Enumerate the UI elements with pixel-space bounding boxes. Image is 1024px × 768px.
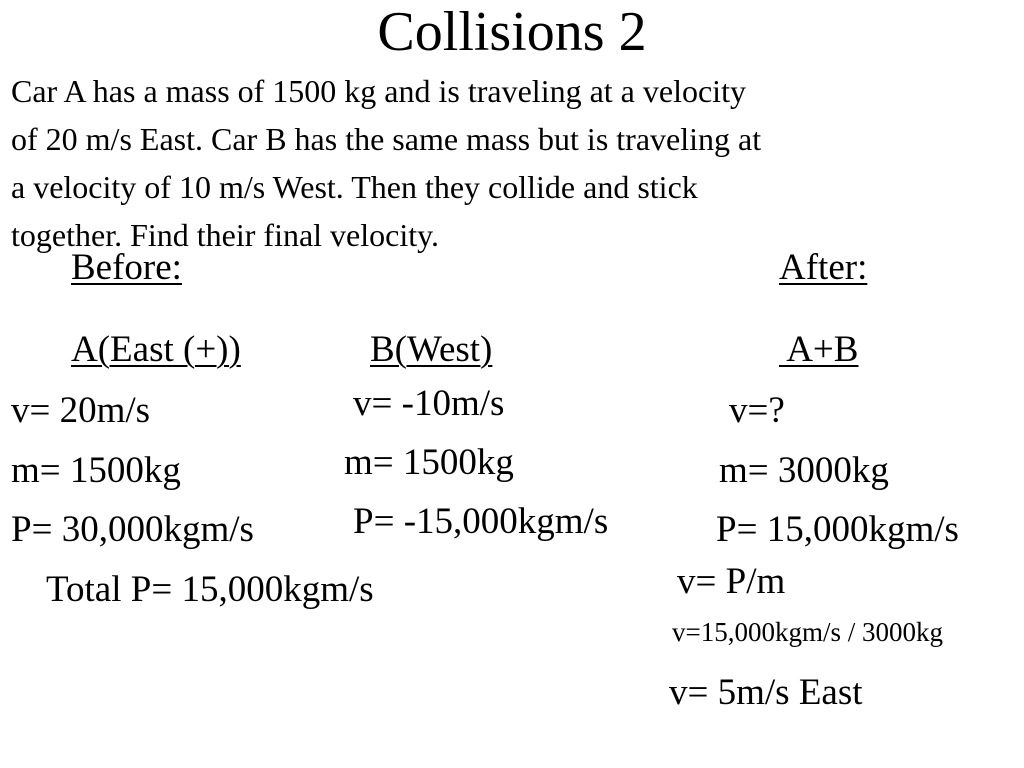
car-a-heading: A(East (+)) xyxy=(71,329,241,370)
car-b-heading: B(West) xyxy=(370,329,493,370)
combined-heading: A+B xyxy=(779,329,859,370)
final-answer: v= 5m/s East xyxy=(669,672,863,713)
total-momentum: Total P= 15,000kgm/s xyxy=(46,569,374,610)
combined-velocity: v=? xyxy=(729,390,785,431)
slide-title: Collisions 2 xyxy=(377,1,647,63)
car-b-velocity: v= -10m/s xyxy=(353,383,505,424)
combined-momentum: P= 15,000kgm/s xyxy=(716,509,959,550)
car-a-momentum: P= 30,000kgm/s xyxy=(11,509,254,550)
problem-line: a velocity of 10 m/s West. Then they collide and stick xyxy=(11,169,698,205)
car-b-momentum: P= -15,000kgm/s xyxy=(353,501,609,542)
after-heading: After: xyxy=(779,247,868,288)
problem-line: together. Find their final velocity. xyxy=(11,217,440,253)
car-a-velocity: v= 20m/s xyxy=(11,390,151,431)
car-a-mass: m= 1500kg xyxy=(11,450,181,491)
before-heading: Before: xyxy=(71,247,182,288)
velocity-formula: v= P/m xyxy=(677,561,786,602)
car-b-mass: m= 1500kg xyxy=(344,442,514,483)
problem-line: of 20 m/s East. Car B has the same mass but is traveling at xyxy=(11,121,762,157)
problem-line: Car A has a mass of 1500 kg and is traveling at a velocity xyxy=(11,73,746,109)
combined-mass: m= 3000kg xyxy=(719,450,889,491)
velocity-substitution: v=15,000kgm/s / 3000kg xyxy=(672,617,943,647)
